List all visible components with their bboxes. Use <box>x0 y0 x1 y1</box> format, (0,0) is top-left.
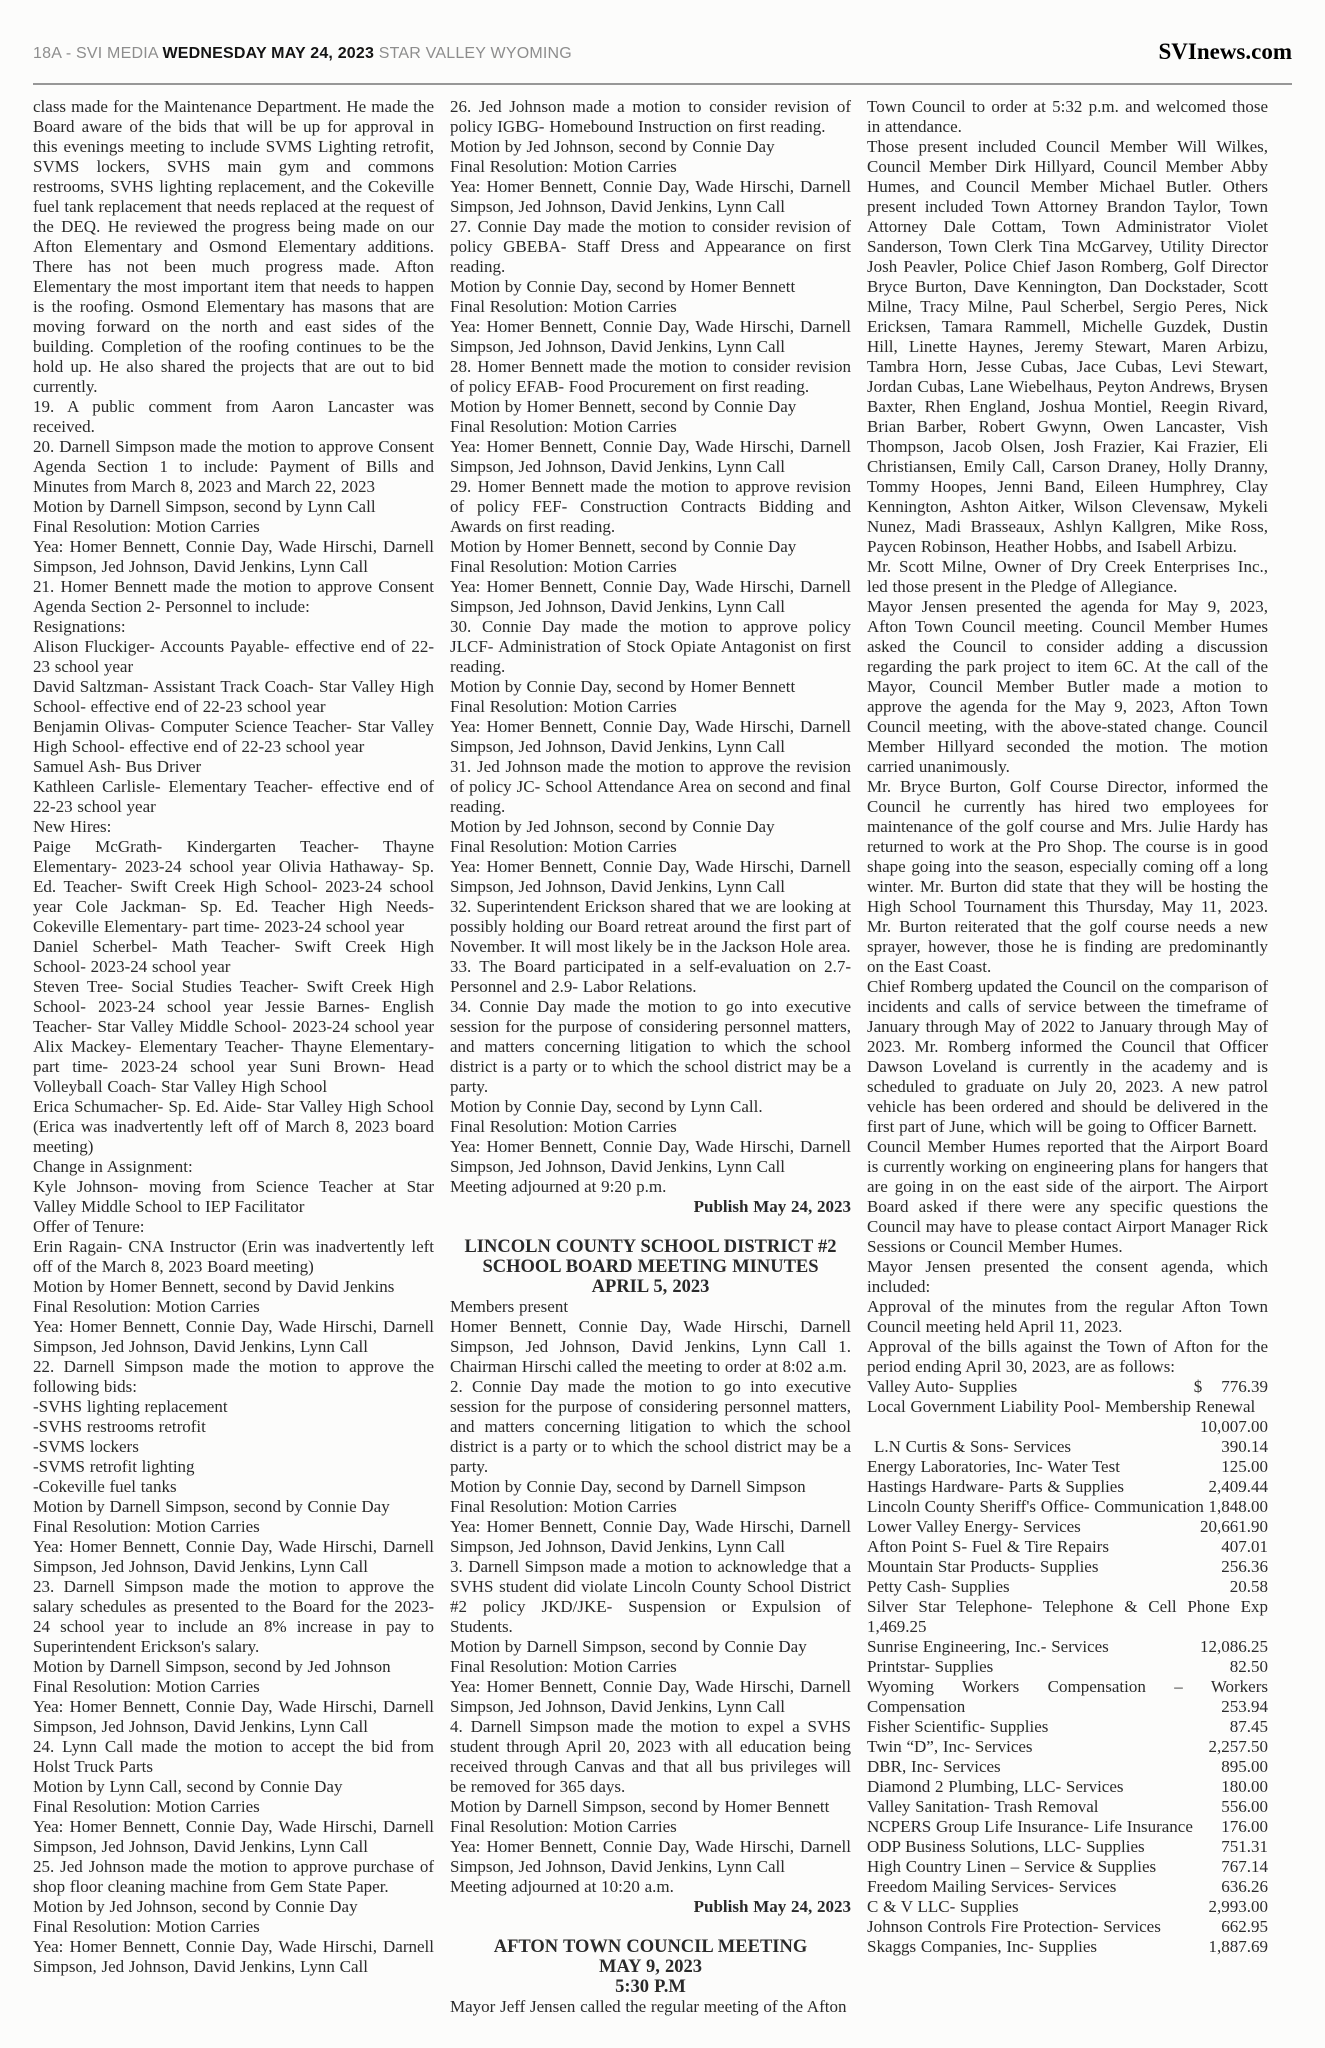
paragraph: Motion by Homer Bennett, second by Connie Day <box>450 537 797 556</box>
expense-row <box>867 1817 1268 1837</box>
paragraph: Yea: Homer Bennett, Connie Day, Wade Hirschi, Darnell Simpson, Jed Johnson, David Jenkins, Lynn Call <box>450 317 851 356</box>
paragraph: Meeting adjourned at 9:20 p.m. <box>450 1177 667 1196</box>
paragraph: Motion by Darnell Simpson, second by Connie Day <box>450 1637 807 1656</box>
paragraph: Yea: Homer Bennett, Connie Day, Wade Hirschi, Darnell Simpson, Jed Johnson, David Jenkins, Lynn Call <box>450 717 851 756</box>
paragraph: Final Resolution: Motion Carries <box>33 1917 260 1936</box>
heading-line: SCHOOL BOARD MEETING MINUTES <box>482 1257 819 1277</box>
paragraph: Motion by Jed Johnson, second by Connie Day <box>450 817 775 836</box>
paragraph: Approval of the minutes from the regular Afton Town Council meeting held April 11, 2023. <box>867 1297 1268 1336</box>
expense-amount: 176.00 <box>1221 1817 1268 1836</box>
expense-row <box>867 1677 1268 1717</box>
expense-row <box>867 1557 1268 1577</box>
paragraph: Motion by Lynn Call, second by Connie Day <box>33 1777 343 1796</box>
expense-name: Sunrise Engineering, Inc.- Services <box>867 1637 1109 1656</box>
paragraph: -SVHS restrooms retrofit <box>33 1417 206 1436</box>
expense-row <box>867 1897 1268 1917</box>
expense-row <box>867 1837 1268 1857</box>
paragraph: Approval of the bills against the Town of Afton for the period ending April 30, 2023, are as follows: <box>867 1337 1268 1376</box>
paragraph: Mr. Scott Milne, Owner of Dry Creek Enterprises Inc., led those present in the Pledge of Allegiance. <box>867 557 1268 596</box>
expense-amount: 2,257.50 <box>1208 1737 1268 1756</box>
paragraph: Yea: Homer Bennett, Connie Day, Wade Hirschi, Darnell Simpson, Jed Johnson, David Jenkins, Lynn Call <box>33 1537 434 1576</box>
heading-line: 5:30 P.M <box>615 1977 686 1997</box>
header-left-text <box>33 45 572 63</box>
expense-amount: $ 776.39 <box>1193 1377 1268 1396</box>
paragraph: Final Resolution: Motion Carries <box>450 1497 677 1516</box>
expense-row <box>867 1717 1268 1737</box>
paragraph: Motion by Darnell Simpson, second by Lynn Call <box>33 497 376 516</box>
paragraph: Final Resolution: Motion Carries <box>450 1117 677 1136</box>
paragraph: Final Resolution: Motion Carries <box>33 1517 260 1536</box>
expense-row <box>867 1597 1268 1637</box>
paragraph: Yea: Homer Bennett, Connie Day, Wade Hirschi, Darnell Simpson, Jed Johnson, David Jenkins, Lynn Call <box>450 1517 851 1556</box>
paragraph: Motion by Jed Johnson, second by Connie Day <box>450 137 775 156</box>
paragraph: Benjamin Olivas- Computer Science Teacher- Star Valley High School- effective end of 22-23 school year <box>33 717 434 756</box>
paragraph: 27. Connie Day made the motion to consider revision of policy GBEBA- Staff Dress and Appearance on first reading. <box>450 217 851 276</box>
header-page-id: 18A - SVI MEDIA <box>33 45 163 62</box>
paragraph: Alison Fluckiger- Accounts Payable- effective end of 22-23 school year <box>33 637 434 676</box>
expense-name: Local Government Liability Pool- Membership Renewal <box>867 1397 1256 1416</box>
expense-name: DBR, Inc- Services <box>867 1757 1001 1776</box>
expense-row <box>867 1937 1268 1957</box>
expense-amount: 180.00 <box>1221 1777 1268 1796</box>
paragraph: Erica Schumacher- Sp. Ed. Aide- Star Valley High School (Erica was inadvertently left off of March 8, 2023 board meeting) <box>33 1097 434 1156</box>
expense-row <box>867 1377 1268 1397</box>
expense-amount: 10,007.00 <box>1200 1417 1268 1436</box>
expense-row <box>867 1637 1268 1657</box>
header-date: WEDNESDAY MAY 24, 2023 <box>162 45 375 62</box>
paragraph: Final Resolution: Motion Carries <box>33 1797 260 1816</box>
paragraph: Yea: Homer Bennett, Connie Day, Wade Hirschi, Darnell Simpson, Jed Johnson, David Jenkins, Lynn Call <box>33 1817 434 1856</box>
paragraph: Erin Ragain- CNA Instructor (Erin was inadvertently left off of the March 8, 2023 Board meeting) <box>33 1237 434 1276</box>
expense-row <box>867 1737 1268 1757</box>
paragraph: New Hires: <box>33 817 112 836</box>
expense-amount: 82.50 <box>1229 1657 1268 1676</box>
paragraph: Kyle Johnson- moving from Science Teacher at Star Valley Middle School to IEP Facilitator <box>33 1177 434 1216</box>
expense-row <box>867 1777 1268 1797</box>
paragraph: Final Resolution: Motion Carries <box>33 1297 260 1316</box>
expense-amount: 767.14 <box>1221 1857 1268 1876</box>
expense-row <box>867 1457 1268 1477</box>
heading-line: AFTON TOWN COUNCIL MEETING <box>493 1937 808 1957</box>
expense-amount: 662.95 <box>1221 1917 1268 1936</box>
expense-amount: 256.36 <box>1221 1557 1268 1576</box>
paragraph: Final Resolution: Motion Carries <box>33 1677 260 1696</box>
expense-name: Fisher Scientific- Supplies <box>867 1717 1049 1736</box>
paragraph: Yea: Homer Bennett, Connie Day, Wade Hirschi, Darnell Simpson, Jed Johnson, David Jenkins, Lynn Call <box>450 857 851 896</box>
paragraph: Members present <box>450 1297 569 1316</box>
expense-name: High Country Linen – Service & Supplies <box>867 1857 1157 1876</box>
publish-date: Publish May 24, 2023 <box>693 1197 851 1216</box>
paragraph: Final Resolution: Motion Carries <box>450 557 677 576</box>
paragraph: -SVMS lockers <box>33 1437 139 1456</box>
expense-row <box>867 1537 1268 1557</box>
expense-name: L.N Curtis & Sons- Services <box>874 1437 1072 1456</box>
paragraph: 22. Darnell Simpson made the motion to approve the following bids: <box>33 1357 434 1396</box>
header-region: STAR VALLEY WYOMING <box>374 45 572 62</box>
expense-name: Johnson Controls Fire Protection- Services <box>867 1917 1161 1936</box>
section-heading <box>450 1237 851 1297</box>
expense-name: C & V LLC- Supplies <box>867 1897 1019 1916</box>
expense-amount: 390.14 <box>1221 1437 1268 1456</box>
paragraph: Final Resolution: Motion Carries <box>450 297 677 316</box>
paragraph: Motion by Connie Day, second by Lynn Call. <box>450 1097 763 1116</box>
paragraph: 32. Superintendent Erickson shared that we are looking at possibly holding our Board retreat around the first part of November. It will most likely be in the Jackson Hole area. <box>450 897 851 956</box>
paragraph: Town Council to order at 5:32 p.m. and welcomed those in attendance. <box>867 97 1268 136</box>
expense-name: Wyoming Workers Compensation – Workers <box>867 1677 1268 1696</box>
expense-amount: 20.58 <box>1229 1577 1268 1596</box>
paragraph: Final Resolution: Motion Carries <box>450 1657 677 1676</box>
paragraph: 2. Connie Day made the motion to go into executive session for the purpose of considering personnel matters, and matters concerning litigation to which the school district is a party or to which the school district may be a party. <box>450 1377 851 1476</box>
expense-row <box>867 1577 1268 1597</box>
paragraph: Yea: Homer Bennett, Connie Day, Wade Hirschi, Darnell Simpson, Jed Johnson, David Jenkins, Lynn Call <box>450 1837 851 1876</box>
paragraph: Mayor Jensen presented the agenda for May 9, 2023, Afton Town Council meeting. Council Member Humes asked the Council to consider adding a discussion regarding the park project to item 6C. At the call of the Mayor, Council Member Butler made a motion to approve the agenda for the May 9, 2023, Afton Town Council meeting, with the above-stated change. Council Member Hillyard seconded the motion. The motion carried unanimously. <box>867 597 1268 776</box>
expense-name: Valley Auto- Supplies <box>867 1377 1018 1396</box>
paragraph: 28. Homer Bennett made the motion to consider revision of policy EFAB- Food Procurement on first reading. <box>450 357 851 396</box>
expense-name-continued: Compensation <box>867 1697 966 1716</box>
expense-row <box>867 1517 1268 1537</box>
paragraph: Motion by Jed Johnson, second by Connie Day <box>33 1897 358 1916</box>
paragraph: -SVHS lighting replacement <box>33 1397 228 1416</box>
paragraph: Yea: Homer Bennett, Connie Day, Wade Hirschi, Darnell Simpson, Jed Johnson, David Jenkins, Lynn Call <box>450 1137 851 1176</box>
paragraph: Chief Romberg updated the Council on the comparison of incidents and calls of service between the timeframe of January through May of 2022 to January through May of 2023. Mr. Romberg informed the Council that Officer Dawson Loveland is currently in the academy and is scheduled to graduate on July 20, 2023. A new patrol vehicle has been ordered and should be delivered in the first part of June, which will be going to Officer Barnett. <box>867 977 1268 1136</box>
paragraph: Motion by Connie Day, second by Homer Bennett <box>450 277 796 296</box>
paragraph: class made for the Maintenance Department. He made the Board aware of the bids that will be up for approval in this evenings meeting to include SVMS Lighting retrofit, SVMS lockers, SVHS main gym and commons restrooms, SVHS lighting replacement, and the Cokeville fuel tank replacement that needs replaced at the request of the DEQ. He reviewed the progress being made on our Afton Elementary and Osmond Elementary additions. There has not been much progress made. Afton Elementary the most important item that needs to happen is the roofing. Osmond Elementary has masons that are moving forward on the north and east sides of the building. Completion of the roofing continues to be the hold up. He also shared the projects that are out to bid currently. <box>33 97 434 396</box>
paragraph: Change in Assignment: <box>33 1157 193 1176</box>
expense-name: NCPERS Group Life Insurance- Life Insurance <box>867 1817 1193 1836</box>
expense-name: Mountain Star Products- Supplies <box>867 1557 1099 1576</box>
paragraph: Yea: Homer Bennett, Connie Day, Wade Hirschi, Darnell Simpson, Jed Johnson, David Jenkins, Lynn Call <box>33 1317 434 1356</box>
paragraph: Kathleen Carlisle- Elementary Teacher- effective end of 22-23 school year <box>33 777 434 816</box>
paragraph: -SVMS retrofit lighting <box>33 1457 195 1476</box>
paragraph: Motion by Darnell Simpson, second by Homer Bennett <box>450 1797 830 1816</box>
paragraph: Daniel Scherbel- Math Teacher- Swift Creek High School- 2023-24 school year <box>33 937 434 976</box>
brand-logo: SVInews.com <box>1158 39 1292 64</box>
paragraph: Yea: Homer Bennett, Connie Day, Wade Hirschi, Darnell Simpson, Jed Johnson, David Jenkins, Lynn Call <box>450 177 851 216</box>
paragraph: Final Resolution: Motion Carries <box>450 697 677 716</box>
paragraph: 19. A public comment from Aaron Lancaster was received. <box>33 397 434 436</box>
expense-name: Lower Valley Energy- Services <box>867 1517 1081 1536</box>
paragraph: Mayor Jeff Jensen called the regular meeting of the Afton <box>450 1997 847 2016</box>
paragraph: Yea: Homer Bennett, Connie Day, Wade Hirschi, Darnell Simpson, Jed Johnson, David Jenkins, Lynn Call <box>33 1937 434 1976</box>
expense-name: Petty Cash- Supplies <box>867 1577 1010 1596</box>
expense-name: Freedom Mailing Services- Services <box>867 1877 1117 1896</box>
expense-amount: 1,887.69 <box>1208 1937 1268 1956</box>
expense-amount: 751.31 <box>1221 1837 1268 1856</box>
paragraph: Yea: Homer Bennett, Connie Day, Wade Hirschi, Darnell Simpson, Jed Johnson, David Jenkins, Lynn Call <box>450 437 851 476</box>
expense-amount: 1,848.00 <box>1208 1497 1268 1516</box>
expense-list <box>867 1377 1268 1957</box>
paragraph: 34. Connie Day made the motion to go into executive session for the purpose of considering personnel matters, and matters concerning litigation to which the school district is a party or to which the school district may be a party. <box>450 997 851 1096</box>
expense-amount: 20,661.90 <box>1200 1517 1268 1536</box>
paragraph: Motion by Darnell Simpson, second by Jed Johnson <box>33 1657 391 1676</box>
expense-amount: 407.01 <box>1221 1537 1268 1556</box>
paragraph: 21. Homer Bennett made the motion to approve Consent Agenda Section 2- Personnel to include: <box>33 577 434 616</box>
expense-name: Energy Laboratories, Inc- Water Test <box>867 1457 1120 1476</box>
paragraph: Final Resolution: Motion Carries <box>33 517 260 536</box>
expense-row-line2 <box>867 1697 1268 1717</box>
paragraph: Motion by Homer Bennett, second by Connie Day <box>450 397 797 416</box>
expense-amount: 87.45 <box>1229 1717 1268 1736</box>
expense-row <box>867 1757 1268 1777</box>
section-heading <box>450 1937 851 1997</box>
paragraph: Motion by Darnell Simpson, second by Connie Day <box>33 1497 390 1516</box>
paragraph: David Saltzman- Assistant Track Coach- Star Valley High School- effective end of 22-23 school year <box>33 677 434 716</box>
expense-row <box>867 1437 1268 1457</box>
paragraph: 31. Jed Johnson made the motion to approve the revision of policy JC- School Attendance Area on second and final reading. <box>450 757 851 816</box>
paragraph: Motion by Connie Day, second by Darnell Simpson <box>450 1477 806 1496</box>
expense-amount: 253.94 <box>1221 1697 1268 1716</box>
expense-name: Silver Star Telephone- Telephone & Cell Phone Exp <box>867 1597 1268 1616</box>
paragraph: 20. Darnell Simpson made the motion to approve Consent Agenda Section 1 to include: Payment of Bills and Minutes from March 8, 2023 and March 22, 2023 <box>33 437 434 496</box>
expense-amount: 125.00 <box>1221 1457 1268 1476</box>
expense-amount: 1,469.25 <box>867 1617 927 1636</box>
paragraph: Final Resolution: Motion Carries <box>450 157 677 176</box>
expense-name: Printstar- Supplies <box>867 1657 994 1676</box>
expense-row <box>867 1477 1268 1497</box>
expense-amount: 12,086.25 <box>1200 1637 1268 1656</box>
expense-row <box>867 1397 1268 1437</box>
header-rule <box>33 83 1292 85</box>
paragraph: Council Member Humes reported that the Airport Board is currently working on engineering plans for hangers that are going in on the east side of the airport. The Airport Board asked if there were any specific questions the Council may have to please contact Airport Manager Rick Sessions or Council Member Humes. <box>867 1137 1268 1256</box>
publish-date: Publish May 24, 2023 <box>693 1897 851 1916</box>
paragraph: 33. The Board participated in a self-evaluation on 2.7- Personnel and 2.9- Labor Relations. <box>450 957 851 996</box>
page-header <box>33 40 1292 63</box>
paragraph: Samuel Ash- Bus Driver <box>33 757 202 776</box>
expense-name: Twin “D”, Inc- Services <box>867 1737 1033 1756</box>
paragraph: 25. Jed Johnson made the motion to approve purchase of shop floor cleaning machine from Gem State Paper. <box>33 1857 434 1896</box>
paragraph: Motion by Homer Bennett, second by David Jenkins <box>33 1277 395 1296</box>
column-3 <box>867 97 1268 2017</box>
paragraph: Offer of Tenure: <box>33 1217 145 1236</box>
expense-amount: 2,993.00 <box>1208 1897 1268 1916</box>
paragraph: Paige McGrath- Kindergarten Teacher- Thayne Elementary- 2023-24 school year Olivia Hathaway- Sp. Ed. Teacher- Swift Creek High School- 2023-24 school year Cole Jackman- Sp. Ed. Teacher High Needs- Cokeville Elementary- part time- 2023-24 school year <box>33 837 434 936</box>
expense-name: Diamond 2 Plumbing, LLC- Services <box>867 1777 1124 1796</box>
column-1 <box>33 97 434 2017</box>
column-2 <box>450 97 851 2017</box>
expense-name: Hastings Hardware- Parts & Supplies <box>867 1477 1124 1496</box>
paragraph: Meeting adjourned at 10:20 a.m. <box>450 1877 674 1896</box>
expense-name: ODP Business Solutions, LLC- Supplies <box>867 1837 1145 1856</box>
expense-name: Valley Sanitation- Trash Removal <box>867 1797 1099 1816</box>
paragraph: Yea: Homer Bennett, Connie Day, Wade Hirschi, Darnell Simpson, Jed Johnson, David Jenkins, Lynn Call <box>33 1697 434 1736</box>
paragraph: -Cokeville fuel tanks <box>33 1477 177 1496</box>
heading-line: MAY 9, 2023 <box>599 1957 702 1977</box>
expense-amount: 556.00 <box>1221 1797 1268 1816</box>
paragraph: Yea: Homer Bennett, Connie Day, Wade Hirschi, Darnell Simpson, Jed Johnson, David Jenkins, Lynn Call <box>450 577 851 616</box>
paragraph: 26. Jed Johnson made a motion to consider revision of policy IGBG- Homebound Instruction on first reading. <box>450 97 851 136</box>
article-columns <box>33 97 1268 2017</box>
heading-line: APRIL 5, 2023 <box>591 1277 710 1297</box>
expense-amount: 895.00 <box>1221 1757 1268 1776</box>
expense-amount: 636.26 <box>1221 1877 1268 1896</box>
expense-row <box>867 1497 1268 1517</box>
paragraph: 23. Darnell Simpson made the motion to approve the salary schedules as presented to the Board for the 2023-24 school year to include an 8% increase in pay to Superintendent Erickson's salary. <box>33 1577 434 1656</box>
paragraph: Motion by Connie Day, second by Homer Bennett <box>450 677 796 696</box>
paragraph: 29. Homer Bennett made the motion to approve revision of policy FEF- Construction Contracts Bidding and Awards on first reading. <box>450 477 851 536</box>
paragraph: 24. Lynn Call made the motion to accept the bid from Holst Truck Parts <box>33 1737 434 1776</box>
paragraph: Steven Tree- Social Studies Teacher- Swift Creek High School- 2023-24 school year Jessie Barnes- English Teacher- Star Valley Middle School- 2023-24 school year Alix Mackey- Elementary Teacher- Thayne Elementary- part time- 2023-24 school year Suni Brown- Head Volleyball Coach- Star Valley High School <box>33 977 434 1096</box>
expense-row <box>867 1857 1268 1877</box>
paragraph: Final Resolution: Motion Carries <box>450 417 677 436</box>
expense-name: Lincoln County Sheriff's Office- Communication <box>867 1497 1204 1516</box>
paragraph: Final Resolution: Motion Carries <box>450 837 677 856</box>
paragraph: 30. Connie Day made the motion to approve policy JLCF- Administration of Stock Opiate Antagonist on first reading. <box>450 617 851 676</box>
expense-row <box>867 1877 1268 1897</box>
paragraph: Those present included Council Member Will Wilkes, Council Member Dirk Hillyard, Council Member Abby Humes, and Council Member Michael Butler. Others present included Town Attorney Brandon Taylor, Town Attorney Dale Cottam, Town Administrator Violet Sanderson, Town Clerk Tina McGarvey, Utility Director Josh Peavler, Police Chief Jason Romberg, Golf Director Bryce Burton, Dave Kennington, Dan Dockstader, Scott Milne, Tracy Milne, Paul Scherbel, Sergio Peres, Nick Ericksen, Tamara Rammell, Michelle Guzdek, Dustin Hill, Linette Haynes, Jeremy Stewart, Maren Arbizu, Tambra Horn, Jesse Cubas, Jace Cubas, Levi Stewart, Jordan Cubas, Lane Wiebelhaus, Peyton Andrews, Brysen Baxter, Rhen England, Joshua Montiel, Reegin Rivard, Brian Barber, Robert Gwynn, Owen Lancaster, Vish Thompson, Jacob Olsen, Josh Frazier, Kai Frazier, Eli Christiansen, Emily Call, Carson Draney, Holly Dranny, Tommy Hoopes, Jenni Band, Eileen Humphrey, Clay Kennington, Ashton Aitker, Wilson Clevensaw, Mykeli Nunez, Madi Brasseaux, Ashlyn Kallgren, Mike Ross, Paycen Robinson, Heather Hobbs, and Isabell Arbizu. <box>867 137 1268 556</box>
expense-row <box>867 1797 1268 1817</box>
expense-row <box>867 1917 1268 1937</box>
paragraph: Resignations: <box>33 617 126 636</box>
paragraph: Mayor Jensen presented the consent agenda, which included: <box>867 1257 1268 1296</box>
paragraph: Yea: Homer Bennett, Connie Day, Wade Hirschi, Darnell Simpson, Jed Johnson, David Jenkins, Lynn Call <box>33 537 434 576</box>
expense-name: Afton Point S- Fuel & Tire Repairs <box>867 1537 1109 1556</box>
paragraph: 4. Darnell Simpson made the motion to expel a SVHS student through April 20, 2023 with all education being received through Canvas and that all bus privileges will be removed for 365 days. <box>450 1717 851 1796</box>
expense-amount: 2,409.44 <box>1208 1477 1268 1496</box>
paragraph: Yea: Homer Bennett, Connie Day, Wade Hirschi, Darnell Simpson, Jed Johnson, David Jenkins, Lynn Call <box>450 1677 851 1716</box>
expense-name: Skaggs Companies, Inc- Supplies <box>867 1937 1098 1956</box>
paragraph: Mr. Bryce Burton, Golf Course Director, informed the Council he currently has hired two employees for maintenance of the golf course and Mrs. Julie Hardy has returned to work at the Pro Shop. The course is in good shape going into the season, especially coming off a long winter. Mr. Burton did state that they will be hosting the High School Tournament this Thursday, May 11, 2023. Mr. Burton reiterated that the golf course needs a new sprayer, however, those he is finding are predominantly on the East Coast. <box>867 777 1268 976</box>
expense-row <box>867 1657 1268 1677</box>
paragraph: 3. Darnell Simpson made a motion to acknowledge that a SVHS student did violate Lincoln County School District #2 policy JKD/JKE- Suspension or Expulsion of Students. <box>450 1557 851 1636</box>
paragraph: Final Resolution: Motion Carries <box>450 1817 677 1836</box>
paragraph: Homer Bennett, Connie Day, Wade Hirschi, Darnell Simpson, Jed Johnson, David Jenkins, Lynn Call 1. Chairman Hirschi called the meeting to order at 8:02 a.m. <box>450 1317 851 1376</box>
heading-line: LINCOLN COUNTY SCHOOL DISTRICT #2 <box>464 1237 837 1257</box>
